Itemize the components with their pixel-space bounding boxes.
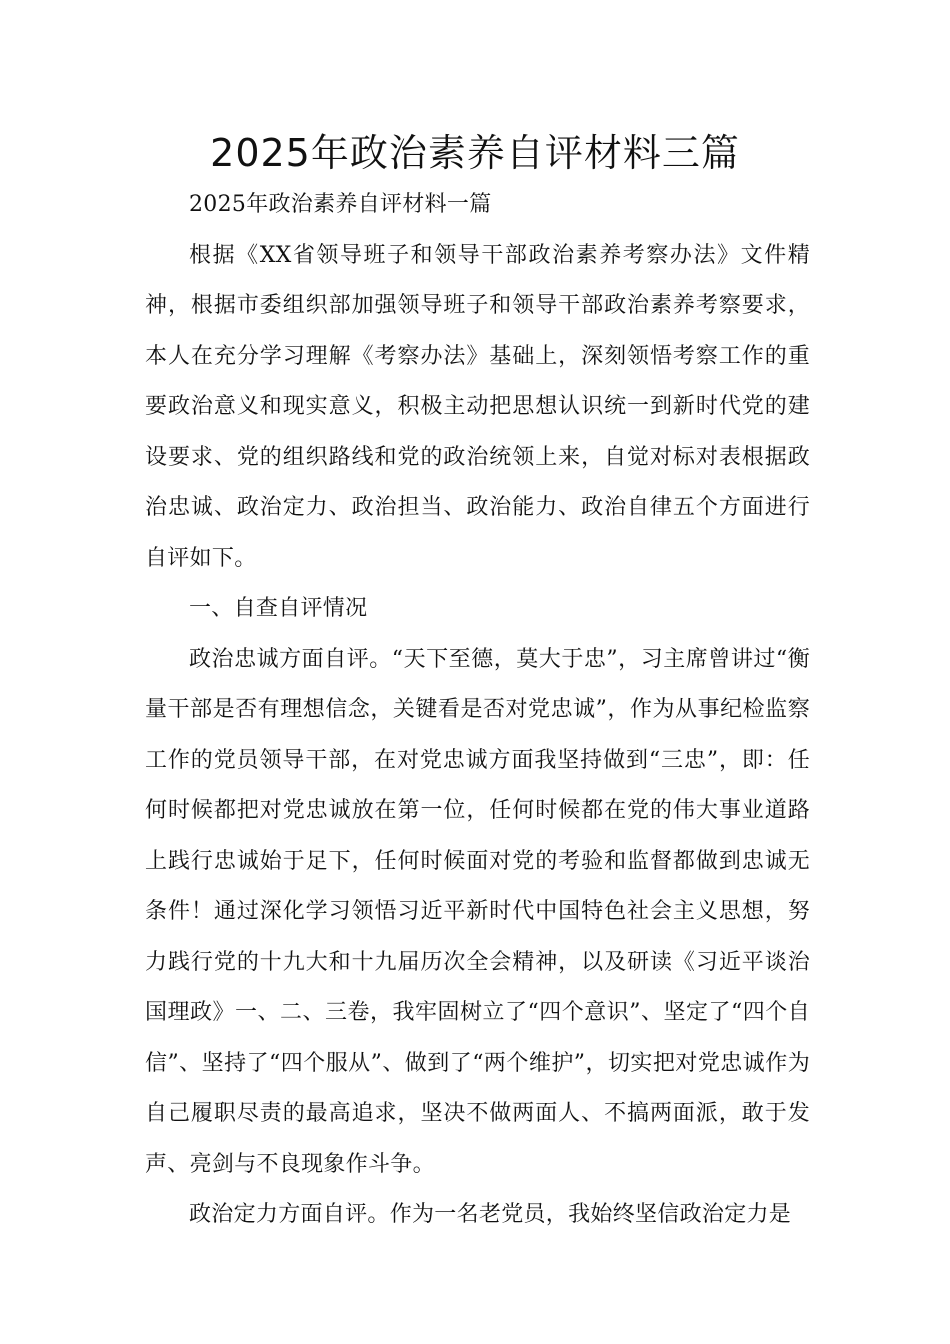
subtitle-paragraph: 2025年政治素养自评材料一篇 [189, 192, 492, 217]
resolve-paragraph: 政治定力方面自评。作为一名老党员，我始终坚信政治定力是 [189, 1202, 792, 1227]
intro-paragraph: 根据《XX省领导班子和领导干部政治素养考察办法》文件精神，根据市委组织部加强领导班子和领导干部政治素养考察要求，本人在充分学习理解《考察办法》基础上，深刻领悟考察工作的重要政治意义和现实意义，积极主动把思想认识统一到新时代党的建设要求、党的组织路线和党的政治统领上来，自觉对标对表根据政治忠诚、政治定力、政治担当、政治能力、政治自律五个方面进行自评如下。 [145, 242, 810, 571]
loyalty-paragraph: 政治忠诚方面自评。“天下至德，莫大于忠”，习主席曾讲过“衡量干部是否有理想信念，关键看是否对党忠诚”，作为从事纪检监察工作的党员领导干部，在对党忠诚方面我坚持做到“三忠”，即：任何时候都把对党忠诚放在第一位，任何时候都在党的伟大事业道路上践行忠诚始于足下，任何时候面对党的考验和监督都做到忠诚无条件！通过深化学习领悟习近平新时代中国特色社会主义思想，努力践行党的十九大和十九届历次全会精神，以及研读《习近平谈治国理政》一、二、三卷，我牢固树立了“四个意识”、坚定了“四个自信”、坚持了“四个服从”、做到了“两个维护”，切实把对党忠诚作为自己履职尽责的最高追求，坚决不做两面人、不搞两面派，敢于发声、亮剑与不良现象作斗争。 [145, 646, 810, 1177]
section-heading: 一、自查自评情况 [189, 596, 368, 621]
document-title: 2025年政治素养自评材料三篇 [210, 131, 740, 175]
document-body [145, 180, 810, 1241]
